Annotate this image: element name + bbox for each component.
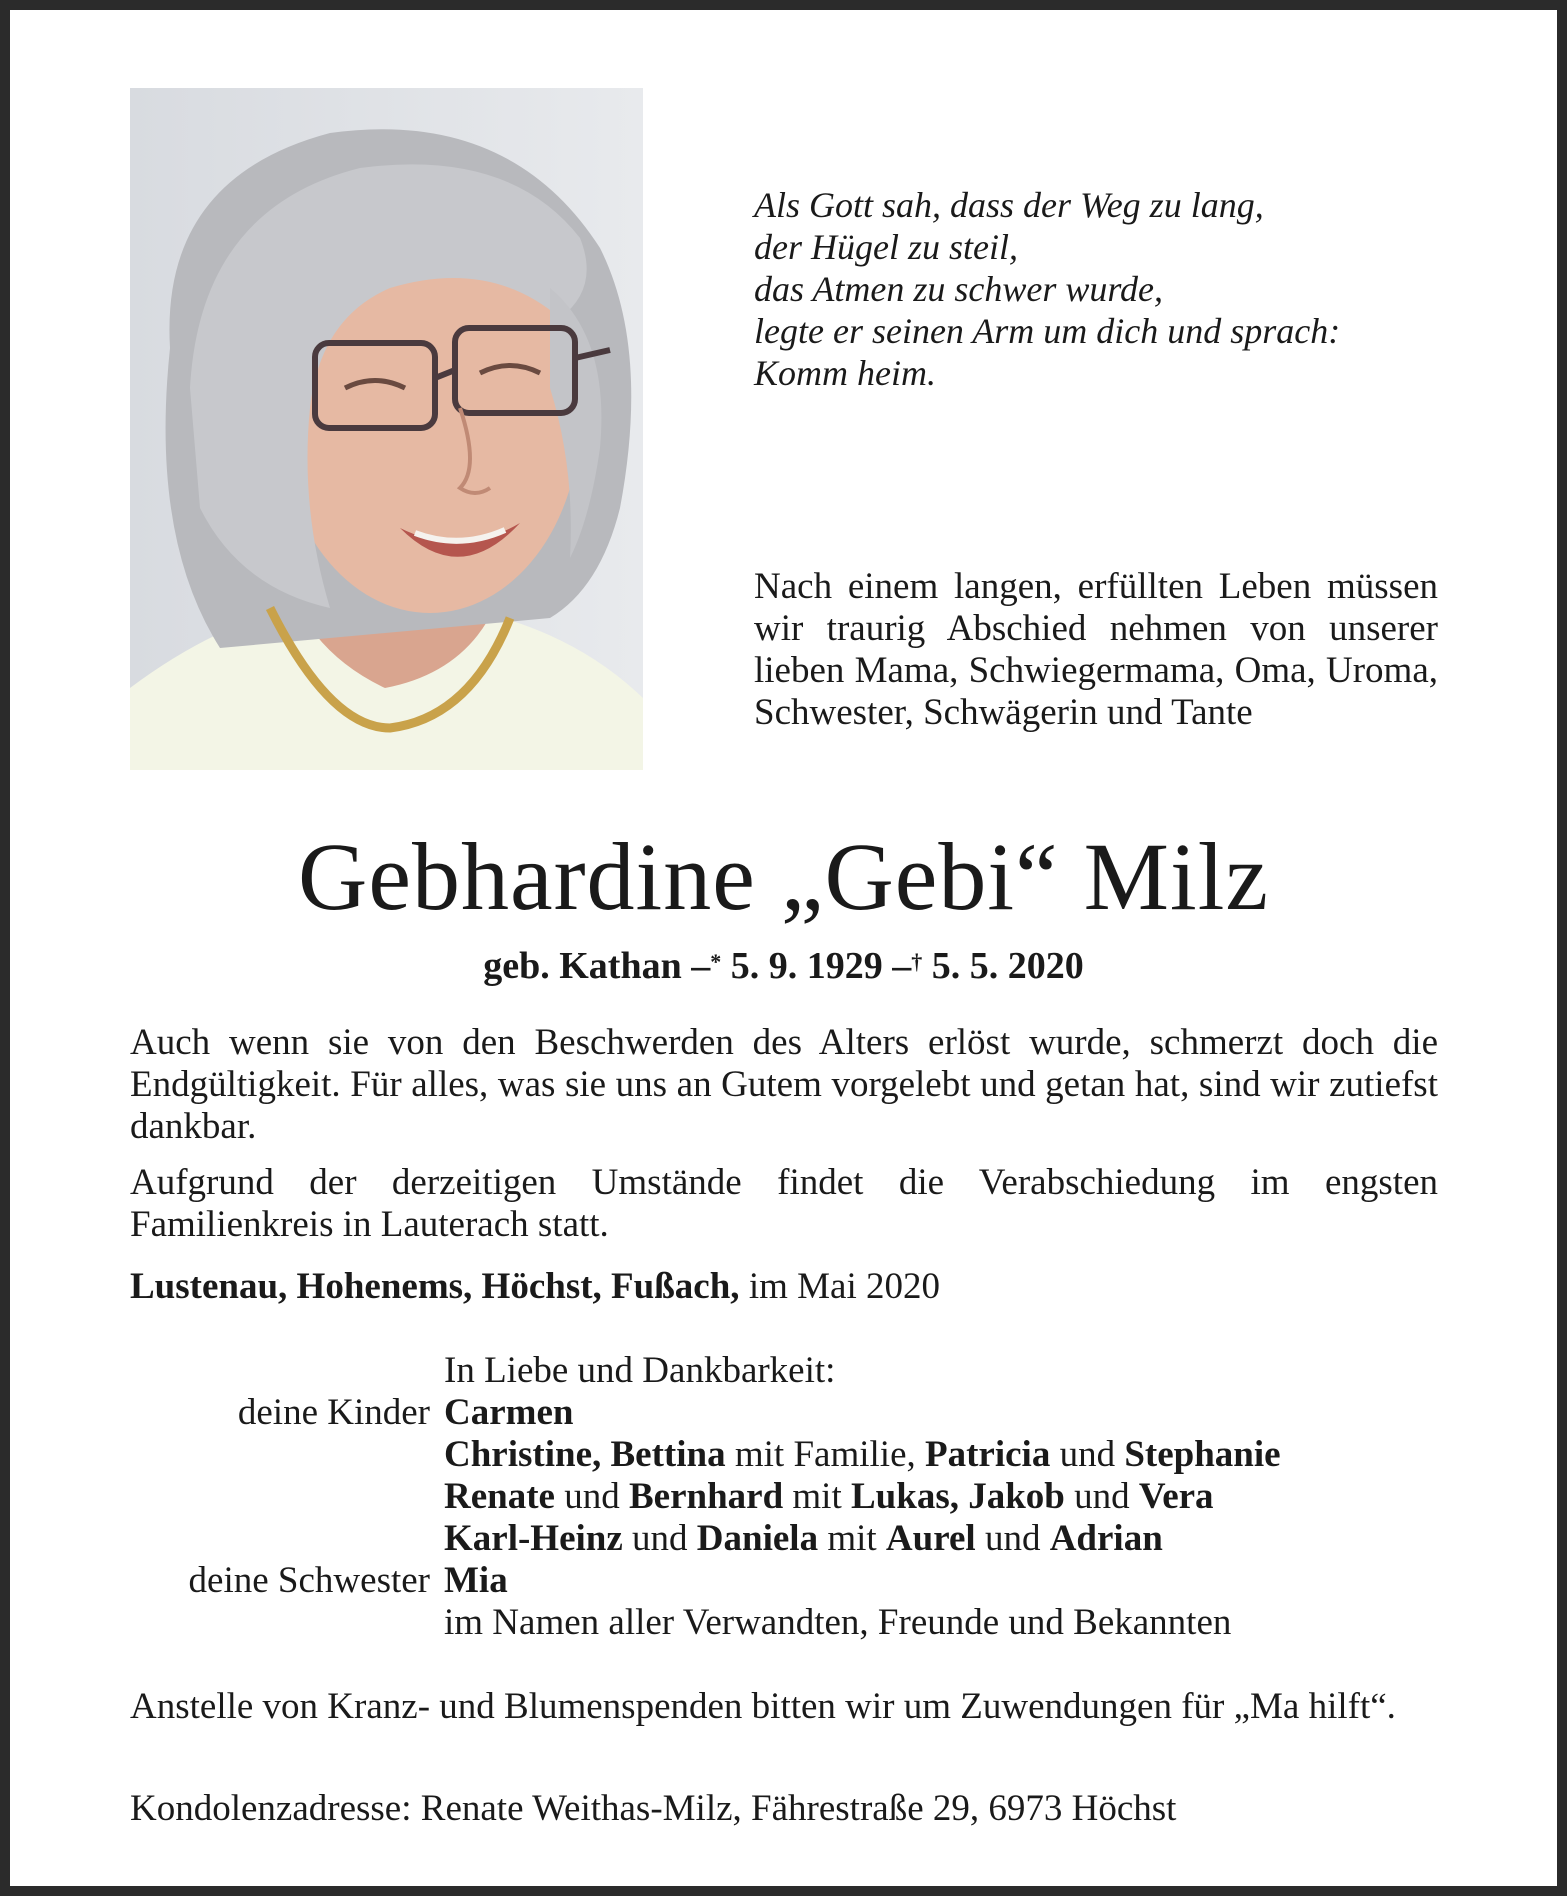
poem-line: Als Gott sah, dass der Weg zu lang, <box>754 185 1264 225</box>
family-row <box>130 1518 1450 1560</box>
family-heading: In Liebe und Dankbarkeit: <box>444 1350 836 1391</box>
connector-text: mit Familie, <box>725 1434 925 1475</box>
birth-date: 5. 9. 1929 – <box>721 945 912 987</box>
family-row <box>130 1560 1450 1602</box>
poem-line: der Hügel zu steil, <box>754 227 1018 267</box>
child-name: Daniela <box>696 1518 819 1559</box>
obituary-page <box>10 10 1557 1886</box>
family-closing: im Namen aller Verwandten, Freunde und Bekannten <box>444 1602 1232 1643</box>
maiden-name: geb. Kathan – <box>483 945 711 987</box>
child-name: Renate <box>444 1476 555 1517</box>
birth-death-line <box>10 944 1557 988</box>
child-name: Bernhard <box>628 1476 784 1517</box>
paragraph-gratitude: Auch wenn sie von den Beschwerden des Alters erlöst wurde, schmerzt doch die Endgültigkeit. Für alles, was sie uns an Gutem vorgelebt und getan hat, sind wir zutiefst dankbar. <box>130 1022 1438 1147</box>
portrait-photo <box>130 88 643 770</box>
connector-text: und <box>1064 1476 1139 1517</box>
family-row <box>130 1476 1450 1518</box>
date-text: im Mai 2020 <box>739 1266 940 1307</box>
grandchild-name: Vera <box>1138 1476 1214 1517</box>
poem-line: das Atmen zu schwer wurde, <box>754 269 1163 309</box>
death-symbol: † <box>911 949 923 974</box>
sister-label: deine Schwester <box>188 1560 430 1601</box>
family-block <box>130 1350 1450 1644</box>
connector-text: und <box>554 1476 629 1517</box>
sister-name: Mia <box>444 1560 508 1601</box>
connector-text: mit <box>783 1476 851 1517</box>
family-row <box>130 1392 1450 1434</box>
intro-text: Nach einem langen, erfüllten Leben müssen wir traurig Abschied nehmen von unserer lieben Mama, Schwiegermama, Oma, Uroma, Schwester, Schwägerin und Tante <box>754 566 1438 733</box>
family-row <box>130 1434 1450 1476</box>
child-name: Karl-Heinz <box>444 1518 623 1559</box>
birth-symbol: * <box>710 949 722 974</box>
poem-line: legte er seinen Arm um dich und sprach: <box>754 311 1341 351</box>
child-name: Carmen <box>444 1392 574 1433</box>
portrait-photo-woman-glasses-icon <box>130 88 643 770</box>
towns: Lustenau, Hohenems, Höchst, Fußach, <box>130 1266 740 1307</box>
family-row <box>130 1350 1450 1392</box>
paragraph-funeral: Aufgrund der derzeitigen Umstände findet die Verabschiedung im engsten Familienkreis in Lauterach statt. <box>130 1162 1438 1245</box>
child-name: Patricia <box>925 1434 1051 1475</box>
children-label: deine Kinder <box>237 1392 430 1433</box>
connector-text: und <box>975 1518 1050 1559</box>
donation-text: Anstelle von Kranz- und Blumenspenden bitten wir um Zuwendungen für „Ma hilft“. <box>130 1686 1396 1727</box>
child-name: Stephanie <box>1124 1434 1281 1475</box>
connector-text: mit <box>818 1518 886 1559</box>
poem-line: Komm heim. <box>754 353 936 393</box>
child-name: Christine, Bettina <box>444 1434 726 1475</box>
connector-text: und <box>622 1518 697 1559</box>
place-date-line <box>130 1266 1438 1308</box>
condolence-address: Kondolenzadresse: Renate Weithas-Milz, Fährestraße 29, 6973 Höchst <box>130 1788 1177 1829</box>
grandchild-name: Adrian <box>1049 1518 1163 1559</box>
connector-text: und <box>1050 1434 1125 1475</box>
poem <box>754 184 1474 394</box>
death-date: 5. 5. 2020 <box>922 945 1084 987</box>
family-row <box>130 1602 1450 1644</box>
deceased-name: Gebhardine „Gebi“ Milz <box>298 823 1269 930</box>
grandchild-name: Aurel <box>885 1518 976 1559</box>
grandchild-names: Lukas, Jakob <box>851 1476 1065 1517</box>
